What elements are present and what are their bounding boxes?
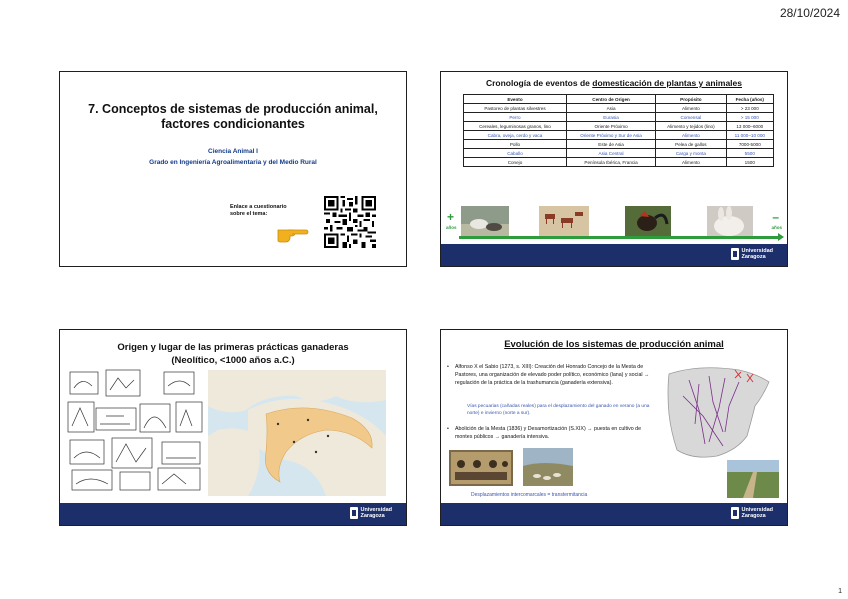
table-cell: Oriente Próximo y Sur de Asia — [566, 131, 655, 140]
quiz-link-line2: sobre el tema: — [230, 211, 268, 217]
page-number: 1 — [838, 588, 842, 595]
slide2-title-underlined: domesticación de plantas y animales — [592, 78, 743, 88]
university-crest-icon — [350, 507, 358, 519]
table-cell: Oriente Próximo — [566, 122, 655, 131]
timeline-arrow — [459, 236, 779, 239]
column-header: Evento — [464, 95, 567, 104]
slide-footer — [441, 244, 787, 266]
table-cell: > 23 000 — [726, 104, 773, 113]
table-cell: Asia Central — [566, 149, 655, 158]
grazing-animals-photo — [461, 206, 509, 238]
bullet-icon: • — [447, 426, 449, 432]
sheep-flock-photo — [523, 448, 573, 486]
table-cell: Cabra, oveja, cerdo y vaca — [464, 131, 567, 140]
qr-code[interactable] — [324, 196, 376, 248]
bullet-mesta-text: Alfonso X el Sabio (1273, s. XIII): Creación del Honrado Concejo de la Mesta de Pastores, una organización de elevado poder político, económico (lana) y social → regulación de la práctica de la trashumancia (ganadería extensiva). — [455, 364, 650, 386]
transtermitancia-caption: Desplazamientos intercomarcales = transtermitancia — [471, 492, 588, 498]
brand-line2: Zaragoza — [741, 254, 766, 260]
minus-icon: – — [772, 210, 779, 224]
slide-2 — [440, 71, 788, 267]
slide-footer — [60, 503, 406, 525]
table-cell: Conejo — [464, 158, 567, 167]
pointing-hand-icon — [276, 222, 310, 248]
table-row — [464, 140, 774, 149]
slide-3 — [59, 329, 407, 526]
table-cell: Alimento y tejidos (lino) — [656, 122, 726, 131]
years-label-left: años — [446, 225, 457, 230]
table-cell: Comensal — [656, 113, 726, 122]
slide3-title-line2: (Neolítico, <1000 años a.C.) — [171, 355, 295, 366]
cattle-route-photo — [727, 460, 779, 498]
university-logo — [350, 507, 392, 519]
slide3-title-line1: Origen y lugar de las primeras prácticas ganaderas — [117, 342, 349, 353]
university-logo — [731, 507, 773, 519]
table-cell: Alimento — [656, 131, 726, 140]
table-cell: Caballo — [464, 149, 567, 158]
table-cell: Asia — [566, 104, 655, 113]
brand-line1: Universidad — [741, 507, 773, 513]
university-crest-icon — [731, 248, 739, 260]
slide1-subtitle — [60, 146, 406, 168]
brand-line1: Universidad — [741, 248, 773, 254]
table-cell: Pastoreo de plantas silvestres — [464, 104, 567, 113]
university-logo — [731, 248, 773, 260]
table-row — [464, 104, 774, 113]
years-label-right: años — [771, 225, 782, 230]
quiz-link-text — [230, 204, 287, 218]
sub-bullet-vias-text: Vías pecuarias (cañadas reales) para el desplazamiento del ganado en verano (a una norte) e invierno (norte a sur). — [467, 404, 650, 416]
table-cell: 7000-5000 — [726, 140, 773, 149]
table-row — [464, 149, 774, 158]
slide3-title — [60, 341, 406, 367]
table-cell: Eurasia — [566, 113, 655, 122]
slide1-title-line2: factores condicionantes — [161, 117, 305, 131]
medieval-manuscript-photo — [449, 450, 513, 486]
table-cell: Perro — [464, 113, 567, 122]
table-cell: 13 000–6000 — [726, 122, 773, 131]
column-header: Propósito — [656, 95, 726, 104]
table-cell: Pelea de gallos — [656, 140, 726, 149]
slide4-title — [441, 339, 787, 350]
bullet-abolicion — [447, 426, 651, 442]
slide-1 — [59, 71, 407, 267]
brand-line2: Zaragoza — [741, 513, 766, 519]
brand-line2: Zaragoza — [360, 513, 385, 519]
slide2-title-pre: Cronología de eventos de — [485, 78, 593, 88]
bullet-icon: • — [447, 364, 449, 370]
slide1-title-line1: 7. Conceptos de sistemas de producción animal, — [88, 102, 378, 116]
quiz-link-line1: Enlace a cuestionario — [230, 204, 287, 210]
slide4-title-text: Evolución de los sistemas de producción animal — [504, 339, 724, 350]
column-header: Centro de Origen — [566, 95, 655, 104]
slide1-title — [60, 102, 406, 132]
column-header: Fecha (años) — [726, 95, 773, 104]
plus-icon: + — [447, 210, 455, 224]
table-row — [464, 158, 774, 167]
table-row — [464, 113, 774, 122]
slide-footer — [441, 503, 787, 525]
neolithic-sketches-figure — [66, 368, 206, 494]
degree-name: Grado en Ingeniería Agroalimentaria y del Medio Rural — [149, 159, 317, 166]
university-crest-icon — [731, 507, 739, 519]
bullet-abolicion-text: Abolición de la Mesta (1836) y Desamortización (S.XIX) → puesta en cultivo de montes públicos → ganadería intensiva. — [455, 426, 642, 440]
table-cell: Península Ibérica, Francia — [566, 158, 655, 167]
brand-line1: Universidad — [360, 507, 392, 513]
sub-bullet-vias — [467, 404, 657, 417]
table-row — [464, 122, 774, 131]
table-row — [464, 131, 774, 140]
table-cell: Cereales, leguminosas granos, lino — [464, 122, 567, 131]
table-cell: Carga y monta — [656, 149, 726, 158]
slide-4 — [440, 329, 788, 526]
table-cell: Este de Asia — [566, 140, 655, 149]
table-cell: > 15 000 — [726, 113, 773, 122]
near-east-map-figure — [208, 370, 386, 496]
table-cell: Alimento — [656, 104, 726, 113]
slide2-title — [441, 78, 787, 88]
table-cell: 5500 — [726, 149, 773, 158]
table-header-row — [464, 95, 774, 104]
rabbit-photo — [707, 206, 753, 238]
table-cell: Alimento — [656, 158, 726, 167]
bullet-mesta — [447, 364, 651, 387]
course-name: Ciencia Animal I — [208, 148, 258, 155]
domestication-table — [463, 94, 774, 167]
table-cell: Pollo — [464, 140, 567, 149]
table-cell: 1500 — [726, 158, 773, 167]
table-cell: 11 000–10 000 — [726, 131, 773, 140]
cave-painting-photo — [539, 206, 589, 238]
rooster-photo — [625, 206, 671, 238]
print-date: 28/10/2024 — [779, 6, 840, 20]
